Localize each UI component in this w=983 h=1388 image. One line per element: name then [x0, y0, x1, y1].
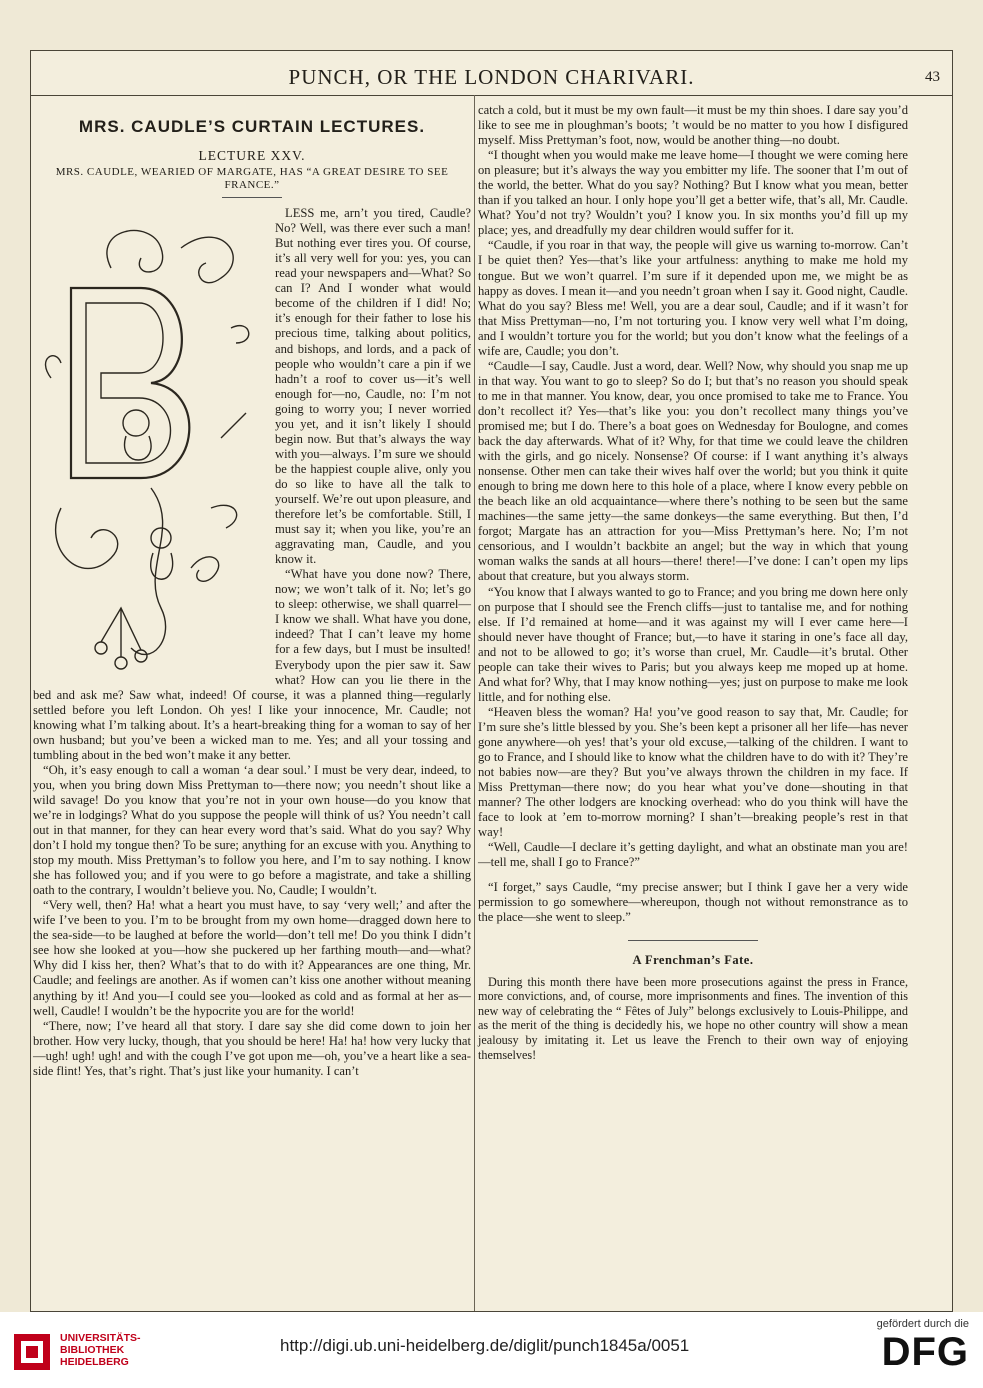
column-divider: [474, 95, 475, 1311]
paragraph: “Caudle—I say, Caudle. Just a word, dear. Well? Now, why should you snap me up in that way. You want to go to sleep? So do I; but that’s no reason you should speak to me in that manner. You know, dear, you once promised to take me to France. You don’t recollect it? Yes—that’s like you: you don’t recollect many things you’ve promised me; but I do. There’s a boat goes on Wednesday for Boulogne, and comes back the day afterwards. What of it? Why, for that time we could leave the children with the girls, and go nicely. Nonsense? Of course: if I want anything it’s always nonsense. Other men can take their wives half over the world; but you think it quite enough to bring me down here to this hole of a place, where I know every pebble on the beach like an old acquaintance—where there’s nothing to be seen but the same machines—the same jetty—the same donkeys—the same everything. But then, I’d forgot; Margate has an attraction for you—Miss Prettyman’s here. No; I’m not censorious, and I wouldn’t backbite an angel; but the way in which that young woman walks the sands at all hours—there! there!—I’ve done: I can’t open my lips about that creature, but you always storm.: [478, 358, 908, 584]
article-subtitle: MRS. CAUDLE, WEARIED OF MARGATE, HAS “A GREAT DESIRE TO SEE FRANCE.”: [55, 166, 449, 192]
library-name-line: UNIVERSITÄTS-: [60, 1332, 141, 1344]
paragraph: “What have you done now? There, now; we won’t talk of it. No; let’s go to sleep: otherwise, we shall quarrel—I know we shall. What have you done, indeed? That I can’t leave my home for a few days, but I must be insulted! Everybody upon the pier saw it. Saw what? How can you lie there in the bed and ask me? Saw what, indeed! Of course, it was a planned thing—regularly settled before you left London. Oh yes! I like your innocence, Mr. Caudle; not knowing what I’m talking about. It’s a heart-breaking thing for a woman to say of her own husband; but you’ve been a wicked man to me. Yes; and all your tossing and tumbling about in the bed won’t make it any better.: [33, 567, 471, 762]
paragraph: “Caudle, if you roar in that way, the people will give us warning to-morrow. Can’t I be quiet then? Yes—that’s like your artfulness: anything to make me hold my tongue. But we won’t quarrel. I’m sure if it depended upon me, we might be as happy as doves. I mean it—and you needn’t groan when I say it. Good night, Caudle. What do you say? Bless me! Well, you are a dear soul, Caudle; and if it wasn’t for that Miss Prettyman—no, I’m not torturing you. I know very well what I’m doing, and I wouldn’t torture you for the world; but you don’t know what the feelings of a wife are, Caudle; you don’t.: [478, 238, 908, 358]
library-name: [60, 1332, 141, 1368]
newspaper-page: [30, 50, 953, 1312]
university-seal-icon: [12, 1332, 52, 1372]
paragraph: LESS me, arn’t you tired, Caudle? No? Well, was there ever such a man! But nothing ever tires you. Of course, it’s all very well for you: yes, you can read your newspapers and—What? So can I? And I wonder what would become of the children if I did! No; it’s enough for their father to lose his precious time, talking about politics, and bishops, and lords, and a pack of people who wouldn’t care a pin if we hadn’t a roof to cover us—it’s well enough for—no, Caudle, no: I’m not going to worry you; I never worried you yet, and it isn’t likely I should begin now. But that’s always the way with you—always. I’m sure we should be the happiest couple alive, only you do so like to have all the talk to yourself. We’re out upon pleasure, and therefore let’s be comfortable. Still, I must say it; when you like, you’re an aggravating man, Caudle, and you know it.: [275, 206, 471, 567]
paragraph: catch a cold, but it must be my own fault—it must be my thin shoes. I dare say you’d like to see me in ploughman’s boots; ’t would be no matter to you how I disfigured myself. Miss Prettyman’s foot, now, would be another thing—no doubt.: [478, 103, 908, 148]
dfg-logo: DFG: [881, 1330, 969, 1374]
decorated-initial-b-illustration: [31, 208, 267, 678]
paragraph: “Very well, then? Ha! what a heart you must have, to say ‘very well;’ and after the wife I’ve been to you. I’m to be brought from my own home—dragged down here to the sea-side—to be laughed at before the world—don’t tell me! Do you think I didn’t see how she looked at you—how she puckered up her farthing mouth—and—what? Why did I kiss her, then? What’s that to do with it? Appearances are one thing, Mr. Caudle; and feelings are another. As if women can’t kiss one another without meaning anything by it! And you—I could see you—looked as cold and as formal at her as—well, Caudle! I wouldn’t be the hypocrite you are for the world!: [33, 898, 471, 1018]
paragraph: “You know that I always wanted to go to France; and you bring me down here only on purpose that I should see the French cliffs—just to tantalise me, and for nothing else. If I’d remained at home—and it was against my will I ever came here—I should never have thought of France; but,—to have it staring in one’s face all day, and not to be allowed to go; it’s worse than cruel, Mr. Caudle—it’s brutal. Other people can take their wives to Paris; but you always keep me moped up at home. And what for? Why, that I may know nothing—yes; just on purpose to make me look little, and for nothing else.: [478, 584, 908, 704]
funder-logo[interactable]: [877, 1318, 969, 1374]
paragraph: “Heaven bless the woman? Ha! you’ve good reason to say that, Mr. Caudle; for I’m sure she’s little blessed by you. She’s been kept a prisoner all her life—has never gone anywhere—oh yes! that’s your old excuse,—talking of the children. I want to go to France, and I should like to know what the children have to do with it? They’re not babies now—are they? But you’ve always thrown the children in my face. If Miss Prettyman—there now; do you hear what you’ve done—shouting in that manner? The other lodgers are knocking overhead: who do you think will have the face to look at ’em to-morrow morning? I shan’t—breaking people’s rest in that way!: [478, 704, 908, 840]
library-name-line: BIBLIOTHEK: [60, 1344, 125, 1356]
right-column: [478, 103, 908, 1062]
lecture-number: LECTURE XXV.: [198, 148, 306, 164]
section-body: During this month there have been more prosecutions against the press in France, more convictions, and, of course, more imprisonments and fines. The invention of this new way of celebrating the “ Fêtes of July” belongs exclusively to Louis-Philippe, and as the merit of the thing is decidedly his, we hope no other country will show a mean jealousy by imitating it. Let us leave the French to their own way of enjoying themselves!: [478, 974, 908, 1062]
page-number: 43: [925, 69, 940, 85]
section-title: A Frenchman’s Fate.: [632, 952, 754, 967]
digitization-footer: [0, 1312, 983, 1388]
funded-by-label: gefördert durch die: [876, 1318, 969, 1330]
permalink-url[interactable]: http://digi.ub.uni-heidelberg.de/diglit/punch1845a/0051: [280, 1336, 690, 1355]
left-column: [33, 103, 471, 1079]
library-logo[interactable]: [12, 1332, 141, 1372]
article-title: MRS. CAUDLE’S CURTAIN LECTURES.: [78, 117, 426, 136]
title-separator: [222, 197, 282, 198]
paragraph: “Well, Caudle—I declare it’s getting daylight, and what an obstinate man you are!—tell me, shall I go to France?”: [478, 840, 908, 870]
paragraph: “I thought when you would make me leave home—I thought we were coming here on pleasure; but it’s always the way you embitter my life. The sooner that I’m out of the world, the better. What do you say? Nothing? But I know what you mean, better than if you talked an hour. I only hope you’ll get a better wife, that’s all, Mr. Caudle. What? You’d not try? Wouldn’t you? I know you. In six months you’d fill up my place; yes, and dreadfully my dear children would suffer for it.: [478, 148, 908, 238]
header-rule: [31, 95, 952, 96]
paragraph: “There, now; I’ve heard all that story. I dare say she did come down to join her brother. How very lucky, though, that you should be here! Ha! ha! how very lucky that—ugh! ugh! ugh! and with the cough I’ve got upon me—oh, you’ve a heart like a sea-side flint! Yes, that’s right. That’s just like your humanity. I can’t: [33, 1018, 471, 1078]
paragraph: “Oh, it’s easy enough to call a woman ‘a dear soul.’ I must be very dear, indeed, to you, when you bring down Miss Prettyman to—there now; you needn’t shout like a wild savage! Do you know that you’re not in your own house—do you know that we’re in lodgings? What do you suppose the people will think of us? You needn’t call out in that manner, for they can hear every word that’s said. What do you say? Why don’t I hold my tongue then? To be sure; anything for an excuse with you. Anything to stop my mouth. Miss Prettyman’s to follow you here, and I’m to say nothing. I know she has followed you; and if you were to go before a magistrate, and take a shilling oath to the contrary, I wouldn’t believe you. No, Caudle; I wouldn’t.: [33, 762, 471, 898]
section-rule: [628, 940, 758, 941]
masthead-title: PUNCH, OR THE LONDON CHARIVARI.: [288, 65, 695, 89]
library-name-line: HEIDELBERG: [60, 1356, 129, 1368]
page-header: [31, 65, 952, 95]
closing-paragraph: “I forget,” says Caudle, “my precise answer; but I think I gave her a very wide permission to go somewhere—whereupon, though not without remonstrance as to the place—she went to sleep.”: [478, 880, 908, 925]
